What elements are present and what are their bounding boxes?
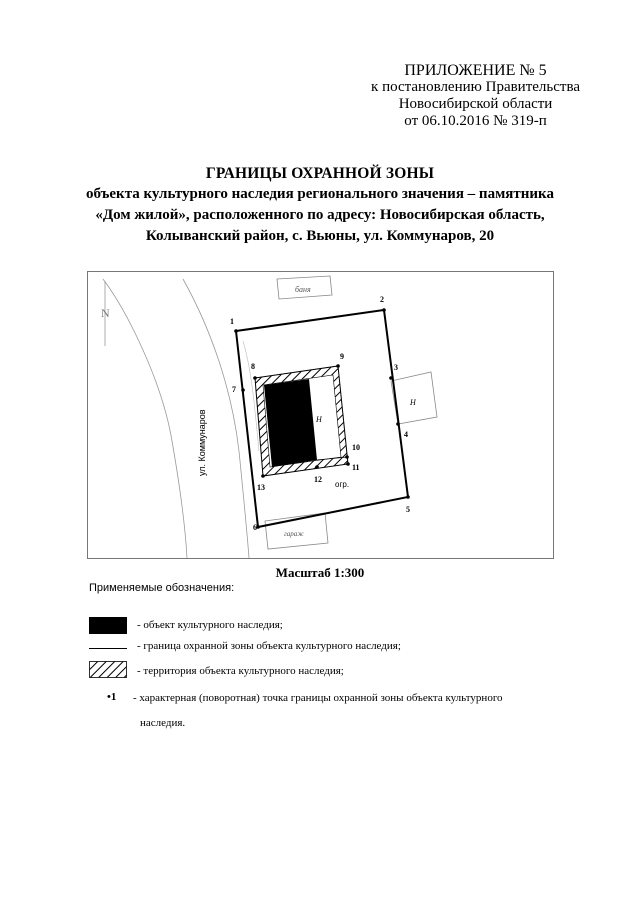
point-6: 6 — [253, 523, 257, 532]
legend-title: Применяемые обозначения: — [89, 582, 235, 594]
fence-label: огр. — [335, 480, 350, 489]
point-13: 13 — [257, 483, 265, 492]
point-2: 2 — [380, 295, 384, 304]
title-line-2: объекта культурного наследия регионального значения – памятника — [86, 186, 554, 202]
title-line-1: ГРАНИЦЫ ОХРАННОЙ ЗОНЫ — [205, 165, 435, 182]
point-10: 10 — [352, 443, 360, 452]
street-label: ул. Коммунаров — [197, 409, 207, 476]
map-scale: Масштаб 1:300 — [275, 565, 365, 580]
legend-item-territory: - территория объекта культурного наследия; — [137, 665, 344, 677]
legend-boundary-line-swatch — [89, 648, 127, 649]
appendix-number: ПРИЛОЖЕНИЕ № 5 — [404, 62, 547, 79]
point-3: 3 — [394, 363, 398, 372]
point-8: 8 — [251, 362, 255, 371]
title-line-4: Колыванский район, с. Вьюны, ул. Коммунаров, 20 — [145, 228, 495, 244]
appendix-date: от 06.10.2016 № 319-п — [404, 113, 547, 129]
document-title — [60, 163, 580, 247]
point-11: 11 — [352, 463, 360, 472]
legend-heritage-object-swatch — [89, 617, 127, 634]
point-12: 12 — [314, 475, 322, 484]
bathhouse-label: баня — [295, 285, 311, 294]
appendix-resolution: к постановлению Правительства — [371, 79, 580, 95]
right-building-label: Н — [410, 398, 416, 407]
north-label: N — [101, 306, 110, 320]
point-5: 5 — [406, 505, 410, 514]
point-4: 4 — [404, 430, 408, 439]
legend-item-heritage-object: - объект культурного наследия; — [137, 619, 283, 631]
legend-item-point-line1: - характерная (поворотная) точка границы охранной зоны объекта культурного — [133, 692, 503, 704]
legend-territory-swatch — [89, 661, 127, 678]
legend-item-boundary: - граница охранной зоны объекта культурного наследия; — [137, 640, 401, 652]
protection-zone-map — [87, 271, 554, 559]
title-line-3: «Дом жилой», расположенного по адресу: Новосибирская область, — [95, 207, 545, 223]
garage-label: гараж — [284, 530, 304, 538]
point-7: 7 — [232, 385, 236, 394]
legend-item-point-line2: наследия. — [140, 717, 186, 729]
appendix-region: Новосибирской области — [398, 96, 553, 112]
legend-point-number: 1 — [110, 691, 117, 703]
heritage-object — [264, 379, 317, 467]
appendix-header — [371, 62, 580, 130]
point-9: 9 — [340, 352, 344, 361]
inner-h-label: Н — [316, 415, 322, 424]
legend-point-marker — [107, 691, 116, 703]
legend-point-dot-icon: • — [107, 691, 111, 703]
point-1: 1 — [230, 317, 234, 326]
